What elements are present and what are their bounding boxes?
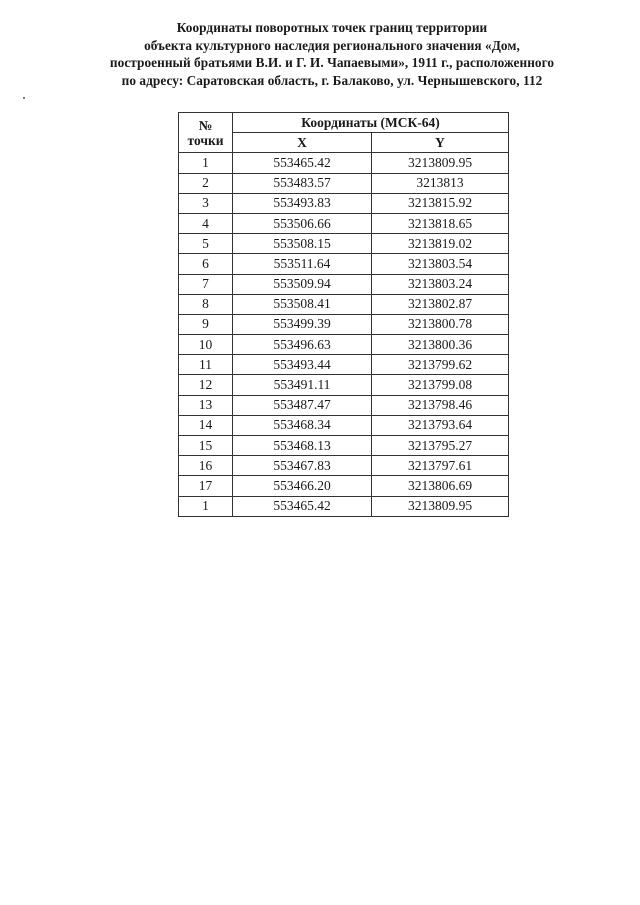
coordinates-table: [178, 112, 509, 517]
table-header-row: [179, 113, 509, 133]
y-coordinate-cell: 3213813: [372, 173, 509, 193]
y-coordinate-cell: 3213800.36: [372, 335, 509, 355]
x-coordinate-cell: 553508.41: [233, 294, 372, 314]
table-row: [179, 213, 509, 233]
x-coordinate-cell: 553493.44: [233, 355, 372, 375]
point-number-cell: 8: [179, 294, 233, 314]
x-coordinate-cell: 553493.83: [233, 193, 372, 213]
table-row: [179, 456, 509, 476]
point-number-cell: 7: [179, 274, 233, 294]
point-number-cell: 13: [179, 395, 233, 415]
point-number-header: [179, 113, 233, 153]
table-row: [179, 436, 509, 456]
y-coordinate-cell: 3213809.95: [372, 496, 509, 516]
y-coordinate-cell: 3213809.95: [372, 153, 509, 173]
x-coordinate-cell: 553468.34: [233, 415, 372, 435]
table-body: [179, 153, 509, 516]
table-row: [179, 274, 509, 294]
point-number-cell: 1: [179, 496, 233, 516]
title-line: по адресу: Саратовская область, г. Балаково, ул. Чернышевского, 112: [121, 72, 543, 88]
point-number-cell: 15: [179, 436, 233, 456]
y-coordinate-cell: 3213793.64: [372, 415, 509, 435]
title-line: Координаты поворотных точек границ территории: [176, 20, 488, 35]
y-coordinate-cell: 3213818.65: [372, 213, 509, 233]
y-coordinate-cell: 3213806.69: [372, 476, 509, 496]
x-coordinate-cell: 553483.57: [233, 173, 372, 193]
x-coordinate-cell: 553506.66: [233, 213, 372, 233]
x-coordinate-cell: 553496.63: [233, 335, 372, 355]
x-coordinate-cell: 553468.13: [233, 436, 372, 456]
table-row: [179, 375, 509, 395]
y-coordinate-cell: 3213799.62: [372, 355, 509, 375]
table-row: [179, 254, 509, 274]
point-number-cell: 14: [179, 415, 233, 435]
point-number-cell: 4: [179, 213, 233, 233]
coordinates-header: Координаты (МСК-64): [233, 113, 509, 133]
point-number-cell: 3: [179, 193, 233, 213]
document-title: [40, 19, 624, 89]
y-coordinate-cell: 3213819.02: [372, 234, 509, 254]
scan-speck: [23, 97, 25, 99]
table-row: [179, 395, 509, 415]
table-row: [179, 476, 509, 496]
y-coordinate-cell: 3213800.78: [372, 314, 509, 334]
table-row: [179, 294, 509, 314]
x-coordinate-cell: 553467.83: [233, 456, 372, 476]
table-row: [179, 496, 509, 516]
x-coordinate-cell: 553508.15: [233, 234, 372, 254]
point-number-cell: 6: [179, 254, 233, 274]
table-row: [179, 415, 509, 435]
x-header: X: [233, 133, 372, 153]
point-label: точки: [187, 132, 224, 148]
x-coordinate-cell: 553491.11: [233, 375, 372, 395]
point-number-cell: 5: [179, 234, 233, 254]
table-row: [179, 153, 509, 173]
table-row: [179, 173, 509, 193]
y-coordinate-cell: 3213795.27: [372, 436, 509, 456]
y-coordinate-cell: 3213799.08: [372, 375, 509, 395]
point-number-cell: 17: [179, 476, 233, 496]
x-coordinate-cell: 553509.94: [233, 274, 372, 294]
x-coordinate-cell: 553511.64: [233, 254, 372, 274]
number-sign: №: [198, 117, 213, 133]
x-coordinate-cell: 553466.20: [233, 476, 372, 496]
table-row: [179, 193, 509, 213]
y-coordinate-cell: 3213803.54: [372, 254, 509, 274]
table-row: [179, 355, 509, 375]
y-coordinate-cell: 3213802.87: [372, 294, 509, 314]
point-number-cell: 10: [179, 335, 233, 355]
x-coordinate-cell: 553465.42: [233, 496, 372, 516]
x-coordinate-cell: 553499.39: [233, 314, 372, 334]
table-row: [179, 314, 509, 334]
table-row: [179, 335, 509, 355]
point-number-cell: 16: [179, 456, 233, 476]
y-header: Y: [372, 133, 509, 153]
title-line: построенный братьями В.И. и Г. И. Чапаевыми», 1911 г., расположенного: [109, 55, 555, 70]
point-number-cell: 2: [179, 173, 233, 193]
y-coordinate-cell: 3213803.24: [372, 274, 509, 294]
title-line: объекта культурного наследия регионального значения «Дом,: [144, 37, 520, 53]
point-number-cell: 12: [179, 375, 233, 395]
x-coordinate-cell: 553487.47: [233, 395, 372, 415]
point-number-cell: 9: [179, 314, 233, 334]
table-row: [179, 234, 509, 254]
y-coordinate-cell: 3213815.92: [372, 193, 509, 213]
point-number-cell: 1: [179, 153, 233, 173]
y-coordinate-cell: 3213798.46: [372, 395, 509, 415]
y-coordinate-cell: 3213797.61: [372, 456, 509, 476]
x-coordinate-cell: 553465.42: [233, 153, 372, 173]
point-number-cell: 11: [179, 355, 233, 375]
